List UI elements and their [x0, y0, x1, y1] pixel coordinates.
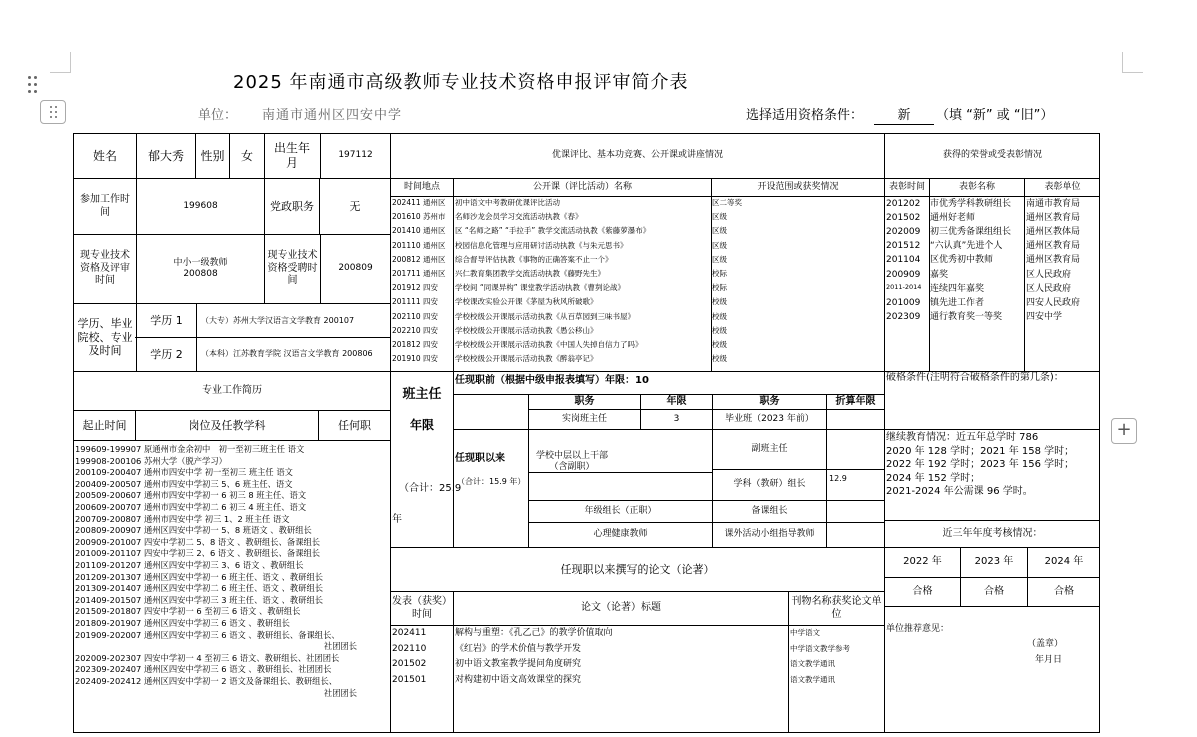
- cont-edu-line: 继续教育情况：近五年总学时 786: [886, 432, 1039, 443]
- prep-leader: 备课组长: [751, 505, 788, 516]
- subject-years: 12.9: [829, 474, 847, 483]
- work-history-line: 200809-200907 通州区四安中学初一 5、8 班语文 、教研组长: [75, 525, 312, 536]
- assess-result-1: 合格: [912, 585, 933, 597]
- add-column-plus-icon[interactable]: +: [1111, 418, 1137, 444]
- work-history-line: 社团团长: [75, 641, 358, 652]
- hire-label: 现专业技术资格受聘时间: [267, 250, 318, 287]
- lesson-name: 学校校级公开课展示活动执教《从百草园到三味书屋》: [455, 311, 635, 321]
- papers-title: 任现职以来撰写的论文（论著）: [560, 562, 715, 576]
- honor-time: 200909: [886, 269, 921, 280]
- condition-note: （填 “新” 或 “旧”）: [936, 108, 1054, 123]
- honor-unit: 南通市教育局: [1026, 199, 1081, 209]
- vice-head: 副班主任: [751, 443, 788, 454]
- honor-time: 201502: [886, 213, 921, 224]
- lesson-scope: 校级: [712, 325, 727, 335]
- assess-result-3: 合格: [1054, 585, 1074, 597]
- honor-unit: 区人民政府: [1026, 283, 1072, 294]
- honor-time: 201104: [886, 255, 921, 266]
- papers-col-pub: 刊物名称获奖论文单位: [791, 596, 882, 620]
- lesson-time: 201812 四安: [392, 340, 439, 349]
- work-history-line: 200609-200707 通州市四安中学初二 6 初三 4 班主任、语文: [75, 502, 307, 512]
- work-history-line: 201009-201107 四安中学初三 2、6 语文 、教研组长、备课组长: [75, 548, 321, 559]
- work-history-line: 202409-202412 通州区四安中学初一 2 语文及备课组长、教研组长、: [75, 676, 338, 686]
- work-history-line: 200509-200607 通州市四安中学初一 6 初三 8 班主任、语文: [75, 490, 307, 501]
- edu1-label: 学历 1: [150, 313, 183, 327]
- head-teacher-total-unit: 年: [392, 514, 402, 525]
- name-value: 郁大秀: [147, 148, 184, 163]
- gender-value: 女: [240, 148, 253, 163]
- gender-label: 性别: [200, 148, 225, 163]
- lesson-time: 201111 四安: [392, 297, 439, 307]
- honor-name: 区优秀初中教师: [930, 255, 994, 266]
- honor-time: 202309: [886, 311, 921, 322]
- mid-leader: 学校中层以上干部（含副职）: [535, 450, 608, 472]
- lesson-time: 202110 四安: [392, 311, 439, 321]
- lesson-name: 校园信息化管理与应用研讨活动执教《与朱元思书》: [455, 240, 628, 250]
- col-years: 年限: [666, 395, 687, 407]
- edu2-value: （本科）江苏教育学院 汉语言文学教育 200806: [201, 349, 373, 358]
- hire-value: 200809: [338, 263, 373, 274]
- honor-name: 连续四年嘉奖: [930, 283, 985, 294]
- page-corner-top-left: [50, 52, 71, 73]
- lesson-name: 初中语文中考教研优课评比活动: [455, 198, 560, 207]
- work-history-line: 199609-199907 原通州市金余初中 初一至初三班主任 语文: [75, 444, 305, 454]
- grade-leader: 年级组长（正职）: [584, 505, 657, 516]
- document-title: 2025 年南通市高级教师专业技术资格申报评审简介表: [233, 72, 689, 93]
- pre-duty-title: 任现职前（根据中级申报表填写）年限：10: [455, 375, 649, 386]
- lesson-scope: 校际: [712, 269, 727, 278]
- birth-label: 出生年月: [273, 141, 310, 170]
- lesson-scope: 区级: [712, 240, 727, 250]
- papers-col-time: 发表（获奖）时间: [392, 596, 452, 620]
- paper-title: 《红岩》的学术价值与教学开发: [455, 643, 582, 654]
- lesson-scope: 区级: [712, 212, 727, 222]
- party-value: 无: [349, 199, 361, 213]
- current-title-date: 200808: [183, 269, 218, 279]
- work-col-role: 任何职: [338, 418, 371, 432]
- col-duty: 职务: [574, 395, 595, 407]
- work-history-line: 201909-202007 通州区四安中学初三 6 语文 、教研组长、备课组长、: [75, 629, 340, 640]
- lessons-list: [391, 199, 884, 371]
- paper-title: 初中语文教室教学提问角度研究: [455, 659, 582, 669]
- condition-value[interactable]: 新: [874, 109, 934, 125]
- drag-handle-icon[interactable]: [26, 74, 40, 96]
- work-start-label: 参加工作时间: [80, 194, 130, 218]
- assess-result-2: 合格: [984, 585, 1004, 597]
- honor-name: 通州好老师: [930, 213, 976, 224]
- work-history-line: 201109-201207 通州区四安中学初三 3、6 语文 、教研组长: [75, 560, 304, 570]
- assess-year-3: 2024 年: [1044, 556, 1084, 568]
- work-history-line: 201809-201907 通州区四安中学初三 6 语文 、教研组长: [75, 618, 290, 628]
- lesson-name: 综合督导评估执教《事物的正确答案不止一个》: [455, 254, 613, 264]
- paper-time: 201501: [392, 674, 427, 685]
- honor-time: 202009: [886, 227, 921, 238]
- honor-name: 初三优秀备课组组长: [930, 227, 1012, 238]
- honors-title: 获得的荣誉或受表彰情况: [942, 150, 1042, 161]
- page-corner-top-right: [1122, 52, 1143, 73]
- seal-text: （盖章）: [1027, 639, 1064, 649]
- paper-time: 201502: [392, 659, 427, 669]
- cont-edu-line: 2020 年 128 学时；2021 年 158 学时；: [886, 445, 1075, 457]
- r1-duty: 实岗班主任: [561, 413, 607, 424]
- paper-pub: 中学语文教学参考: [790, 643, 850, 653]
- edu2-label: 学历 2: [150, 347, 183, 361]
- paper-time: 202411: [392, 628, 427, 638]
- lessons-title: 优课评比、基本功竞赛、公开课或讲座情况: [551, 150, 723, 161]
- work-history-line: 200109-200407 通州市四安中学 初一至初三 班主任 语文: [75, 467, 293, 478]
- honor-time: 201202: [886, 199, 921, 209]
- honor-unit: 四安人民政府: [1026, 297, 1081, 308]
- honors-col-unit: 表彰单位: [1044, 181, 1081, 192]
- honor-time: 201009: [886, 297, 921, 308]
- lessons-col-scope: 开设范围或获奖情况: [757, 181, 839, 192]
- education-label: 学历、毕业院校、专业及时间: [77, 316, 133, 358]
- lesson-name: 学校间 “同课异构” 课堂教学活动执教《曹刿论战》: [455, 283, 626, 293]
- counselor: 心理健康教师: [593, 529, 648, 540]
- current-title-label: 现专业技术资格及评审时间: [80, 250, 130, 287]
- lesson-name: 学校课改实验公开课《茅屋为秋风所破歌》: [455, 297, 598, 307]
- paper-pub: 语文教学通讯: [790, 674, 835, 684]
- work-history-line: 202309-202407 通州区四安中学初三 6 语文 、教研组长、社团团长: [75, 664, 332, 675]
- lesson-scope: 校级: [712, 311, 727, 321]
- edu1-value: （大专）苏州大学汉语言文学教育 200107: [201, 316, 355, 325]
- honor-unit: 四安中学: [1026, 311, 1063, 322]
- honor-name: 嘉奖: [930, 269, 949, 280]
- work-history-line: 202009-202307 四安中学初一 4 至初三 6 语文、教研组长、社团团长: [75, 652, 340, 663]
- activity-leader: 课外活动小组指导教师: [724, 529, 815, 540]
- exception-label: 破格条件(注明符合破格条件的第几条)：: [886, 372, 1064, 383]
- paper-pub: 中学语文: [790, 628, 820, 637]
- honor-unit: 通州区教育局: [1026, 241, 1081, 252]
- work-history-line: 201509-201807 四安中学初一 6 至初三 6 语文 、教研组长: [75, 606, 301, 617]
- honor-unit: 通州区教体局: [1026, 227, 1081, 238]
- col-duty2: 职务: [759, 395, 780, 407]
- honor-unit: 通州区教育局: [1026, 213, 1081, 224]
- lesson-name: 区 “名师之路” “手拉手” 教学交流活动执教《紫藤萝瀑布》: [455, 226, 651, 236]
- paper-title: 对构建初中语文高效课堂的探究: [455, 674, 582, 685]
- work-history-line: 199908-200106 苏州大学（脱产学习）: [75, 455, 227, 466]
- work-history-line: 201409-201507 通州区四安中学初三 3 班主任、语文 、教研组长: [75, 594, 324, 605]
- work-history-line: 201309-201407 通州区四安中学初二 6 班主任、语文 、教研组长: [75, 583, 324, 594]
- lesson-time: 201912 四安: [392, 283, 439, 293]
- name-label: 姓名: [92, 148, 117, 163]
- honor-unit: 区人民政府: [1026, 269, 1072, 280]
- lesson-time: 201910 四安: [392, 354, 439, 364]
- lesson-scope: 区二等奖: [712, 198, 742, 207]
- lesson-time: 201610 苏州市: [392, 212, 446, 222]
- lessons-col-name: 公开课（评比活动）名称: [532, 181, 632, 192]
- head-teacher-years-label: 年限: [409, 417, 434, 432]
- since-label: 任现职以来: [455, 453, 505, 464]
- lesson-time: 201410 通州区: [392, 226, 446, 236]
- honor-unit: 通州区教育局: [1026, 255, 1081, 266]
- honor-name: 市优秀学科教研组长: [930, 199, 1012, 209]
- work-history-title: 专业工作简历: [202, 384, 262, 396]
- lesson-time: 202411 通州区: [392, 198, 446, 207]
- work-history-line: 201209-201307 通州区四安中学初一 6 班主任、语文 、教研组长: [75, 571, 324, 582]
- head-teacher-title: 班主任: [402, 386, 442, 402]
- cont-edu-line: 2022 年 192 学时；2023 年 156 学时；: [886, 459, 1075, 470]
- papers-list: [391, 628, 884, 728]
- table-move-handle-icon[interactable]: [40, 100, 66, 124]
- party-label: 党政职务: [270, 199, 314, 213]
- current-title-value: [137, 235, 264, 303]
- lesson-name: 兴仁教育集团教学交流活动执教《藤野先生》: [455, 269, 605, 278]
- unit-value: 南通市通州区四安中学: [262, 108, 403, 123]
- since-total: （合计：15.9 年）: [457, 477, 526, 486]
- papers-col-title: 论文（论著）标题: [581, 602, 661, 614]
- work-start-value: 199608: [183, 200, 218, 211]
- honor-name: 镇先进工作者: [930, 297, 985, 308]
- lesson-scope: 校际: [712, 283, 727, 293]
- work-col-time: 起止时间: [82, 418, 127, 432]
- lesson-name: 名师沙龙会员学习交流活动执教《春》: [455, 212, 583, 222]
- lesson-scope: 区级: [712, 226, 727, 236]
- paper-pub: 语文教学通讯: [790, 659, 835, 668]
- lesson-time: 201711 通州区: [392, 269, 446, 278]
- cont-edu-line: 2021-2024 年公需课 96 学时。: [886, 486, 1033, 497]
- lesson-time: 202210 四安: [392, 325, 439, 335]
- recommend-label: 单位推荐意见：: [886, 624, 950, 634]
- r1-duty2: 毕业班（2023 年前）: [725, 413, 814, 424]
- subject-leader: 学科（教研）组长: [733, 479, 806, 490]
- lesson-name: 学校校级公开课展示活动执教《愚公移山》: [455, 325, 598, 335]
- lesson-name: 学校校级公开课展示活动执教《中国人失掉自信力了吗》: [455, 340, 643, 349]
- work-history-line: 200909-201007 四安中学初二 5、8 语文 、教研组长、备课组长: [75, 536, 321, 547]
- honor-time: 201512: [886, 241, 921, 252]
- work-history-line: 200409-200507 通州市四安中学初三 5、6 班主任、语文: [75, 478, 293, 489]
- assess-year-1: 2022 年: [903, 556, 942, 568]
- honor-name: “六认真”先进个人: [930, 241, 1003, 252]
- condition-label: 选择适用资格条件：: [746, 108, 864, 123]
- honors-col-name: 表彰名称: [958, 181, 995, 192]
- lesson-time: 200812 通州区: [392, 254, 446, 264]
- honor-name: 通行教育奖一等奖: [930, 311, 1003, 322]
- unit-label: 单位：: [198, 108, 238, 123]
- lesson-name: 学校校级公开课展示活动执教《醉翁亭记》: [455, 354, 598, 364]
- honors-col-time: 表彰时间: [888, 181, 925, 192]
- r1-years: 3: [673, 413, 680, 424]
- work-col-post: 岗位及任教学科: [188, 418, 266, 432]
- assessment-title: 近三年年度考核情况：: [942, 527, 1043, 539]
- lessons-col-time: 时间地点: [403, 181, 440, 192]
- honors-list: [885, 199, 1100, 371]
- head-teacher-total: （合计：25.9: [399, 483, 462, 494]
- birth-value: 197112: [338, 150, 373, 161]
- paper-title: 解构与重塑：《孔乙己》的教学价值取向: [455, 628, 613, 638]
- paper-time: 202110: [392, 643, 427, 654]
- cont-edu-line: 2024 年 152 学时；: [886, 472, 981, 484]
- work-history-line: 200709-200807 通州市四安中学 初三 1、2 班主任 语文: [75, 513, 290, 524]
- date-text: 年月日: [1035, 655, 1063, 665]
- lesson-scope: 区级: [712, 254, 727, 264]
- lesson-scope: 校级: [712, 340, 727, 349]
- current-title-name: 中小一级教师: [173, 257, 228, 268]
- assess-year-2: 2023 年: [974, 556, 1014, 568]
- work-history-list: [75, 444, 389, 732]
- col-equiv: 折算年限: [835, 395, 876, 407]
- work-history-line: 社团团长: [75, 687, 358, 698]
- lesson-scope: 校级: [712, 354, 727, 364]
- lesson-scope: 校级: [712, 297, 727, 307]
- lesson-time: 201110 通州区: [392, 240, 446, 250]
- honor-time: 2011-2014: [886, 282, 922, 291]
